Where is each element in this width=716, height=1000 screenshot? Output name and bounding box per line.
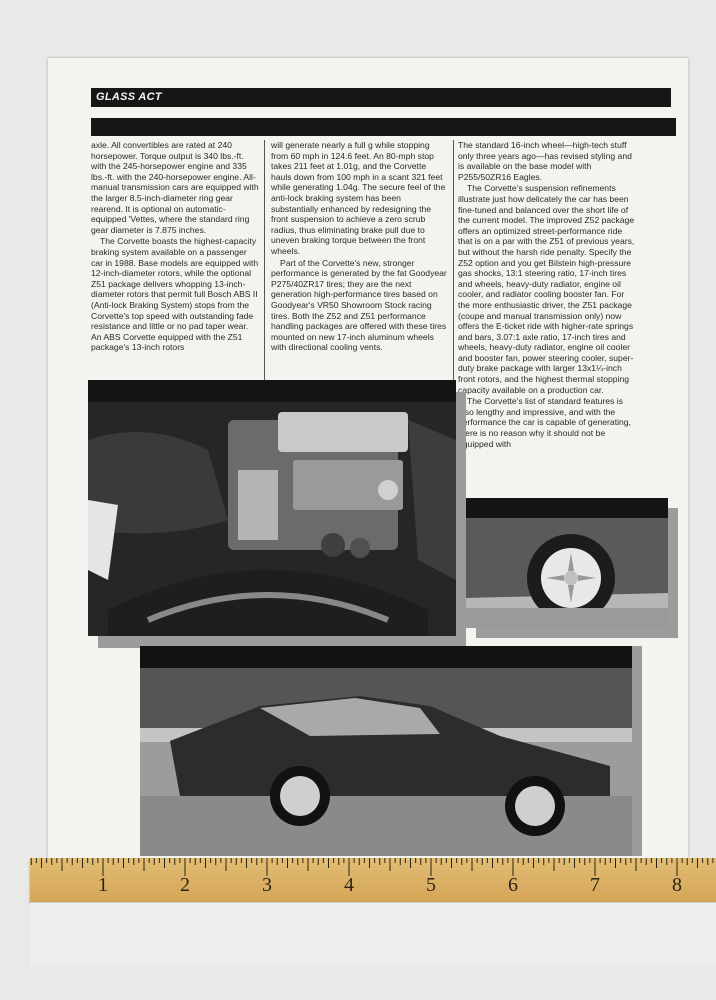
section-header: GLASS ACT <box>91 88 671 107</box>
paragraph: The Corvette's suspension refinements illustrate just how delicately the car has been fine-tuned and balanced over the short life of the current model. The improved Z52 package offers an optimized street-performance ride that is on a par with the Z51 of previous years, but without the harsh ride penalty. Specify the Z52 option and you get Bilstein high-pressure gas shocks, 13:1 steering ratio, 17-inch tires and wheels, heavy-duty radiator, engine oil cooler, and radiator cooling booster fan. For the more enthusiastic driver, the Z51 package (coupe and manual transmission only) now offers the E-ticket ride with higher-rate springs and bars, 3.07:1 axle ratio, 17-inch tires and wheels, heavy-duty radiator, engine oil cooler and booster fan, power steering cooler, super-duty brake package with larger 13x1¼-inch front rotors, and the highest thermal stopping capacity available on a production car. <box>458 183 635 395</box>
paragraph: axle. All convertibles are rated at 240 horsepower. Torque output is 340 lbs.-ft. with the 245-horsepower engine and 335 lbs.-ft. with the 240-horsepower engine. All-manual transmission cars are equipped with the larger 8.5-inch-diameter ring gear rearend. It is optional on automatic-equipped 'Vettes, where the standard ring gear diameter is 7.875 inches. <box>91 140 259 235</box>
ruler-number: 2 <box>180 874 190 896</box>
ruler-number: 6 <box>508 874 518 896</box>
paragraph: The standard 16-inch wheel—high-tech stuff only three years ago—has revised styling and is available on the base model with P255/50ZR16 Eagles. <box>458 140 632 182</box>
magazine-page <box>48 58 688 858</box>
wheel-closeup-photo <box>466 498 668 628</box>
ruler-number: 1 <box>98 874 108 896</box>
paragraph: The Corvette boasts the highest-capacity braking system available on a passenger car in 1988. Base models are equipped with 12-inch-diameter rotors, while the optional Z51 package delivers whopping 13-inch-diameter rotors that permit full Bosch ABS II (Anti-lock Braking System) stops from the Corvette's top speed with outstanding fade resistance and little or no pad taper wear. An ABS Corvette equipped with the Z51 package's 13-inch rotors <box>91 236 259 353</box>
paragraph: will generate nearly a full g while stopping from 60 mph in 124.6 feet. An 80-mph stop takes 211 feet at 1.01g, and the Corvette hauls down from 100 mph in a scant 321 feet while generating 1.04g. The secure feel of the anti-lock braking system has been substantially enhanced by redesigning the front suspension to achieve a zero scrub radius, thus eliminating brake pull due to uneven braking torque between the front wheels. <box>271 140 446 256</box>
ruler-number: 8 <box>672 874 682 896</box>
engine-bay-photo <box>88 380 456 636</box>
ruler-base-edge <box>30 902 716 965</box>
column-divider <box>453 140 454 380</box>
corvette-coupe-photo <box>140 646 632 856</box>
ruler-number: 4 <box>344 874 354 896</box>
wooden-ruler <box>30 858 716 902</box>
ruler-number: 5 <box>426 874 436 896</box>
article-column-1 <box>91 140 259 380</box>
ruler-number: 7 <box>590 874 600 896</box>
column-divider <box>264 140 265 380</box>
ruler-ticks <box>30 858 716 902</box>
article-column-2 <box>271 140 449 380</box>
article-column-3 <box>458 140 636 485</box>
paragraph: Part of the Corvette's new, stronger performance is generated by the fat Goodyear P275/40ZR17 tires; they are the next generation high-performance tires based on Goodyear's VR50 Showroom Stock racing tires. Both the Z52 and Z51 performance handling packages are offered with these tires mounted on new 17-inch aluminum wheels with directional cooling vents. <box>271 257 447 353</box>
ruler-number: 3 <box>262 874 272 896</box>
header-rule-bar <box>91 118 676 136</box>
paragraph: The Corvette's list of standard features is also lengthy and impressive, and with the performance the car is capable of generating, there is no reason why it should not be equipped with <box>458 396 631 449</box>
